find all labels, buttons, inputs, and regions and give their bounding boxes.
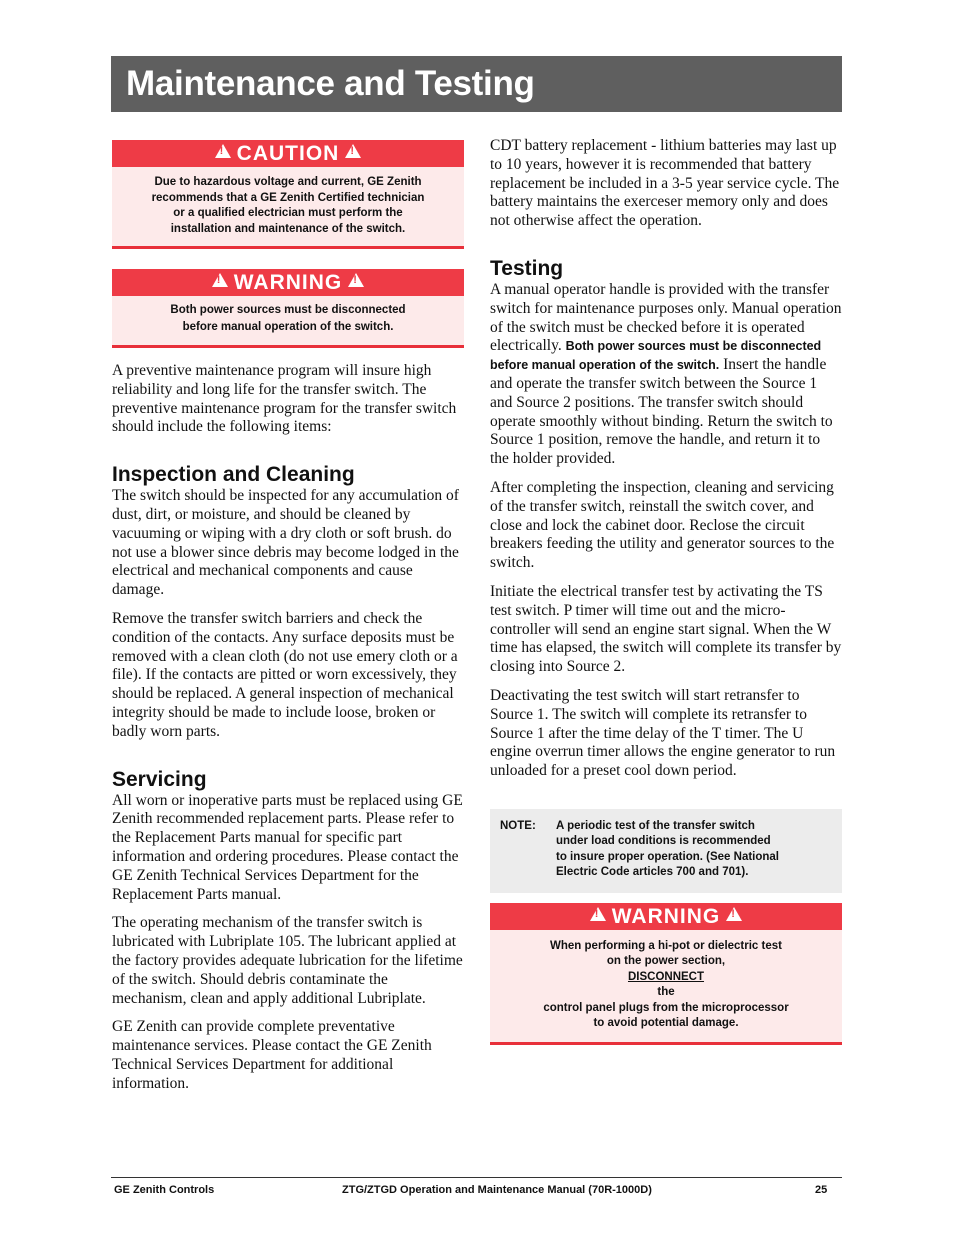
note-line: under load conditions is recommended [556, 835, 771, 848]
note-line: to insure proper operation. (See National [556, 850, 780, 863]
warning-line: When performing a hi-pot or dielectric test [550, 939, 782, 952]
warning-text [112, 296, 464, 345]
warning-triangle-icon [215, 144, 231, 158]
left-column [112, 140, 464, 1104]
warning-triangle-icon [590, 907, 606, 921]
caution-line: Due to hazardous voltage and current, GE Zenith [154, 176, 422, 188]
footer-rule [111, 1177, 842, 1178]
warning-triangle-icon [348, 273, 364, 287]
caution-header [112, 140, 464, 167]
page-number: 25 [815, 1184, 828, 1196]
warning-box-hipot [490, 903, 842, 1045]
note-text [556, 819, 779, 881]
caution-box [112, 140, 464, 249]
caution-line: installation and maintenance of the switch. [170, 222, 406, 235]
testing-paragraph: Initiate the electrical transfer test by activating the TS test switch. P timer will time out and the micro-controller will send an engine start signal. When the W time has elapsed, the switch will complete its transfer by closing into Source 2. [490, 582, 842, 676]
inspection-paragraph: Remove the transfer switch barriers and check the condition of the contacts. Any surface deposits must be removed with a clean cloth (do not use emery cloth or a file). If the contacts are pitted or worn excessively, they should be replaced. A general inspection of mechanical integrity should be made to include loose, broken or badly worn parts. [112, 609, 458, 740]
warning-triangle-icon [726, 907, 742, 921]
servicing-paragraph: The operating mechanism of the transfer switch is lubricated with Lubriplate 105. The lubricant applied at the factory provides adequate lubrication for the lifetime of the switch. Should debris contaminate the mechanism, clean and apply additional Lubriplate. [112, 914, 463, 1007]
warning-title: WARNING [611, 904, 721, 928]
caution-line: recommends that a GE Zenith Certified technician [151, 191, 425, 204]
inspection-heading: Inspection and Cleaning [112, 463, 355, 487]
caution-line: or a qualified electrician must perform the [173, 207, 403, 219]
warning-line: before manual operation of the switch. [182, 321, 394, 333]
note-line: Electric Code articles 700 and 701). [556, 866, 749, 879]
warning-header [112, 269, 464, 296]
warning-text-fragment: on the power section, [606, 955, 726, 968]
cdt-battery-paragraph: CDT battery replacement - lithium batteries may last up to 10 years, however it is recommended that battery replacement be included in a 3-5 year service cycle. The battery maintains the exerceser memory only and does not otherwise affect the operation. [490, 137, 840, 230]
note-line: A periodic test of the transfer switch [556, 819, 755, 832]
testing-heading: Testing [490, 256, 564, 280]
footer-company: GE Zenith Controls [114, 1184, 215, 1196]
testing-text: Insert the handle and operate the transfer switch between the Source 1 and Source 2 positions. The transfer switch should operate smoothly without binding. Return the switch to Source 1 position, remove the handle, and return it to the holder provided. [490, 356, 833, 468]
right-column [490, 137, 842, 1045]
servicing-paragraph: All worn or inoperative parts must be replaced using GE Zenith recommended replacement parts. Please refer to the Replacement Parts manual for specific part information and ordering procedures. Please contact the GE Zenith Technical Services Department for the Replacement Parts manual. [112, 791, 463, 903]
testing-paragraph [490, 281, 842, 469]
caution-text [112, 167, 464, 246]
warning-title: WARNING [233, 271, 343, 294]
title-bar [111, 56, 842, 112]
note-box [490, 809, 842, 893]
intro-paragraph: A preventive maintenance program will insure high reliability and long life for the transfer switch. The preventive maintenance program for the transfer switch should include the following items: [112, 362, 457, 436]
caution-title: CAUTION [236, 142, 340, 165]
footer-manual-title: ZTG/ZTGD Operation and Maintenance Manual (70R-1000D) [342, 1184, 652, 1196]
testing-bold-warning: Both power sources must be disconnected before manual operation of the switch. [490, 339, 822, 373]
warning-line: control panel plugs from the microprocessor [543, 1001, 789, 1014]
testing-text: A manual operator handle is provided with the transfer switch for maintenance purposes only. Manual operation of the switch must be checked before it is operated electrically. [490, 280, 842, 355]
page-title: Maintenance and Testing [126, 64, 535, 103]
servicing-heading: Servicing [112, 767, 207, 791]
inspection-paragraph: The switch should be inspected for any accumulation of dust, dirt, or moisture, and should be cleaned by vacuuming or wiping with a dry cloth or soft brush. do not use a blower since debris may become lodged in the electrical and mechanical components and cause damage. [112, 487, 459, 599]
warning-triangle-icon [345, 144, 361, 158]
warning-text [490, 930, 842, 1042]
disconnect-emphasis: DISCONNECT [627, 970, 705, 983]
warning-triangle-icon [212, 273, 228, 287]
note-label: NOTE: [500, 819, 536, 832]
warning-line: Both power sources must be disconnected [170, 304, 406, 316]
warning-text-fragment: the [657, 986, 675, 999]
warning-line: to avoid potential damage. [593, 1017, 739, 1030]
testing-paragraph: After completing the inspection, cleaning and servicing of the transfer switch, reinstall the switch cover, and close and lock the cabinet door. Reclose the circuit breakers feeding the utility and generator sources to the switch. [490, 478, 835, 572]
servicing-paragraph: GE Zenith can provide complete preventative maintenance services. Please contact the GE Zenith Technical Services Department for additional information. [112, 1018, 432, 1092]
warning-line [504, 954, 828, 1001]
testing-paragraph: Deactivating the test switch will start retransfer to Source 1. The switch will complete its retransfer to Source 1 after the time delay of the T timer. The U engine overrun timer allows the engine generator to run unloaded for a preset cool down period. [490, 686, 836, 780]
warning-header [490, 903, 842, 930]
warning-box-manual [112, 269, 464, 348]
